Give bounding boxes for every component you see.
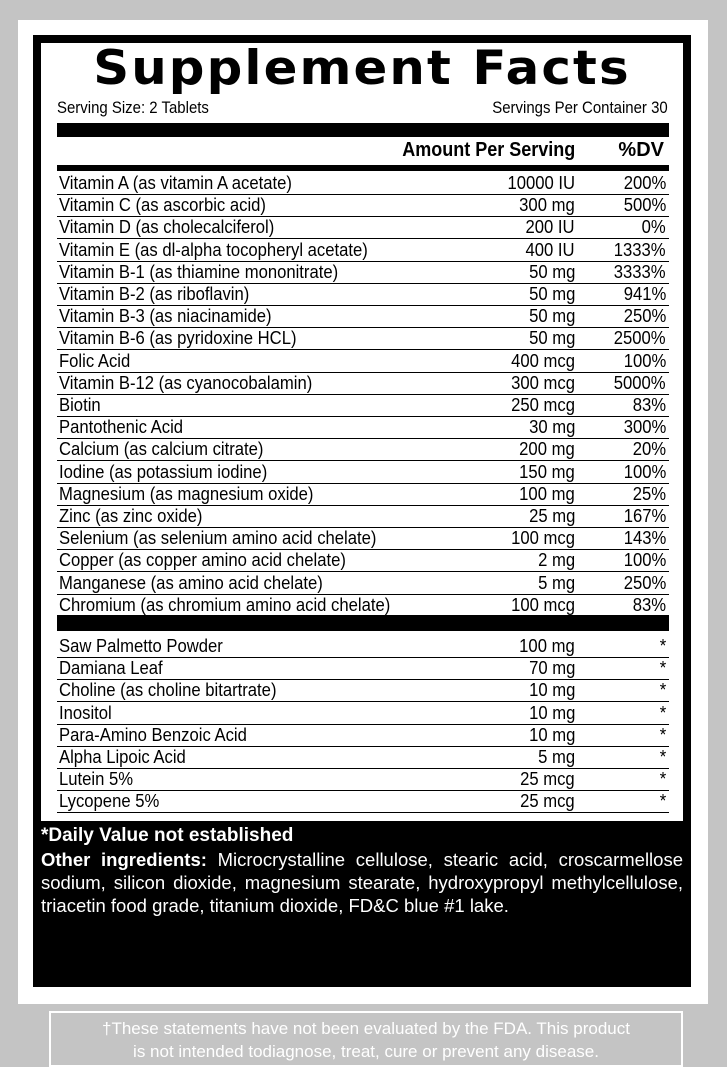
table-row bbox=[57, 703, 669, 725]
table-row bbox=[57, 769, 669, 791]
table-row bbox=[57, 173, 669, 195]
nutrient-name: Chromium (as chromium amino acid chelate) bbox=[59, 593, 391, 615]
nutrient-dv: * bbox=[659, 657, 666, 679]
table-row bbox=[57, 725, 669, 747]
nutrient-name: Para-Amino Benzoic Acid bbox=[59, 723, 247, 745]
table-row bbox=[57, 262, 669, 284]
nutrient-amount: 300 mcg bbox=[511, 371, 575, 393]
nutrient-amount: 10 mg bbox=[528, 701, 575, 723]
nutrient-name: Zinc (as zinc oxide) bbox=[59, 505, 203, 526]
serving-info bbox=[57, 98, 668, 120]
nutrient-name: Iodine (as potassium iodine) bbox=[59, 460, 268, 482]
nutrient-dv: 500% bbox=[623, 194, 666, 216]
table-row bbox=[57, 573, 669, 595]
nutrient-amount: 250 mcg bbox=[511, 394, 575, 415]
nutrient-amount: 10000 IU bbox=[507, 172, 575, 193]
table-row bbox=[57, 195, 669, 217]
nutrient-dv: 250% bbox=[623, 305, 666, 327]
divider-bar bbox=[57, 123, 669, 137]
nutrient-dv: 0% bbox=[641, 216, 666, 238]
serving-size: Serving Size: 2 Tablets bbox=[57, 98, 209, 117]
nutrient-amount: 300 mg bbox=[519, 194, 575, 216]
table-row bbox=[57, 439, 669, 461]
nutrient-dv: 5000% bbox=[614, 371, 666, 393]
nutrient-dv: 250% bbox=[623, 571, 666, 593]
nutrient-dv: * bbox=[659, 679, 666, 701]
table-row bbox=[57, 462, 669, 484]
nutrient-name: Saw Palmetto Powder bbox=[59, 635, 223, 656]
nutrient-amount: 5 mg bbox=[537, 746, 575, 767]
other-ingredients bbox=[41, 848, 683, 917]
page-title: Supplement Facts bbox=[93, 41, 631, 96]
daily-value-note: *Daily Value not established bbox=[41, 825, 294, 846]
nutrient-dv: 100% bbox=[623, 349, 666, 371]
table-row bbox=[57, 658, 669, 680]
nutrient-dv: * bbox=[659, 723, 666, 745]
nutrient-amount: 25 mcg bbox=[520, 790, 575, 812]
nutrient-amount: 10 mg bbox=[528, 679, 575, 701]
nutrient-name: Lycopene 5% bbox=[59, 790, 160, 812]
nutrient-amount: 10 mg bbox=[528, 723, 575, 745]
table-row bbox=[57, 351, 669, 373]
other-ingredients-text: Microcrystalline cellulose, stearic acid, croscarmellose sodium, silicon dioxide, magnesium stearate, hydroxypropyl methylcellulose, triacetin food grade, titanium dioxide, FD&C blue #1 lake. bbox=[41, 849, 683, 916]
nutrient-amount: 70 mg bbox=[528, 657, 575, 679]
nutrient-name: Copper (as copper amino acid chelate) bbox=[59, 549, 346, 571]
nutrient-dv: * bbox=[659, 635, 666, 656]
nutrient-name: Vitamin B-2 (as riboflavin) bbox=[59, 283, 250, 304]
nutrient-amount: 2 mg bbox=[537, 549, 575, 571]
dv-header: %DV bbox=[618, 139, 664, 161]
table-row bbox=[57, 417, 669, 439]
nutrient-dv: * bbox=[659, 746, 666, 767]
column-header bbox=[57, 139, 669, 165]
nutrient-name: Vitamin B-3 (as niacinamide) bbox=[59, 305, 272, 327]
nutrient-dv: 941% bbox=[623, 283, 666, 304]
table-row bbox=[57, 373, 669, 395]
table-row bbox=[57, 636, 669, 658]
nutrient-dv: 200% bbox=[623, 172, 666, 193]
nutrient-dv: 83% bbox=[632, 394, 666, 415]
nutrient-amount: 30 mg bbox=[528, 416, 575, 438]
nutrient-dv: * bbox=[659, 790, 666, 812]
table-row bbox=[57, 550, 669, 572]
nutrient-amount: 50 mg bbox=[528, 283, 575, 304]
nutrient-dv: * bbox=[659, 768, 666, 790]
table-row bbox=[57, 680, 669, 702]
nutrient-amount: 5 mg bbox=[537, 571, 575, 593]
fda-disclaimer bbox=[49, 1011, 683, 1067]
servings-per-container: Servings Per Container 30 bbox=[492, 98, 668, 117]
fda-line-2: is not intended todiagnose, treat, cure or prevent any disease. bbox=[133, 1042, 599, 1061]
nutrient-amount: 50 mg bbox=[528, 305, 575, 327]
nutrient-amount: 50 mg bbox=[528, 327, 575, 349]
table-row bbox=[57, 240, 669, 262]
nutrient-dv: 2500% bbox=[614, 327, 666, 349]
nutrient-name: Vitamin A (as vitamin A acetate) bbox=[59, 172, 292, 193]
nutrient-dv: 100% bbox=[623, 549, 666, 571]
nutrient-amount: 100 mg bbox=[519, 482, 575, 504]
nutrient-dv: 1333% bbox=[614, 238, 666, 260]
supplement-facts-label bbox=[33, 35, 691, 1061]
facts-table-area bbox=[41, 43, 683, 821]
nutrient-dv: 300% bbox=[623, 416, 666, 438]
nutrient-amount: 25 mcg bbox=[520, 768, 575, 790]
nutrient-name: Folic Acid bbox=[59, 349, 131, 371]
nutrient-amount: 150 mg bbox=[519, 460, 575, 482]
nutrient-dv: 3333% bbox=[614, 260, 666, 282]
nutrient-name: Alpha Lipoic Acid bbox=[59, 746, 186, 767]
nutrient-name: Vitamin B-6 (as pyridoxine HCL) bbox=[59, 327, 297, 349]
nutrient-name: Selenium (as selenium amino acid chelate) bbox=[59, 527, 377, 549]
table-row bbox=[57, 528, 669, 550]
amount-header: Amount Per Serving bbox=[401, 139, 575, 161]
nutrient-dv: 83% bbox=[632, 593, 666, 615]
nutrient-name: Magnesium (as magnesium oxide) bbox=[59, 482, 314, 504]
nutrient-dv: 25% bbox=[632, 482, 666, 504]
table-row bbox=[57, 395, 669, 417]
nutrient-name: Inositol bbox=[59, 701, 112, 723]
nutrient-name: Manganese (as amino acid chelate) bbox=[59, 571, 323, 593]
nutrient-amount: 25 mg bbox=[528, 505, 575, 526]
nutrient-name: Vitamin B-1 (as thiamine mononitrate) bbox=[59, 260, 339, 282]
nutrient-amount: 100 mg bbox=[519, 635, 575, 656]
divider-bar bbox=[57, 615, 669, 631]
nutrient-dv: 100% bbox=[623, 460, 666, 482]
nutrient-name: Biotin bbox=[59, 394, 101, 415]
nutrient-amount: 400 IU bbox=[525, 238, 575, 260]
nutrient-name: Pantothenic Acid bbox=[59, 416, 184, 438]
divider-bar bbox=[57, 165, 669, 171]
nutrient-name: Vitamin C (as ascorbic acid) bbox=[59, 194, 266, 216]
other-ingredients-label: Other ingredients: bbox=[41, 849, 207, 870]
table-row bbox=[57, 328, 669, 350]
nutrient-name: Vitamin D (as cholecalciferol) bbox=[59, 216, 275, 238]
nutrient-name: Vitamin B-12 (as cyanocobalamin) bbox=[59, 371, 313, 393]
nutrient-amount: 50 mg bbox=[528, 260, 575, 282]
fda-line-1: †These statements have not been evaluated by the FDA. This product bbox=[102, 1019, 630, 1038]
nutrient-dv: 143% bbox=[623, 527, 666, 549]
nutrient-amount: 100 mcg bbox=[511, 527, 575, 549]
table-row bbox=[57, 284, 669, 306]
table-row bbox=[57, 791, 669, 813]
nutrient-amount: 200 mg bbox=[519, 438, 575, 460]
nutrient-amount: 400 mcg bbox=[511, 349, 575, 371]
nutrient-name: Choline (as choline bitartrate) bbox=[59, 679, 277, 701]
table-row bbox=[57, 747, 669, 769]
nutrient-amount: 100 mcg bbox=[511, 593, 575, 615]
nutrient-name: Damiana Leaf bbox=[59, 657, 163, 679]
nutrient-name: Vitamin E (as dl-alpha tocopheryl acetate) bbox=[59, 238, 368, 260]
table-row bbox=[57, 306, 669, 328]
nutrient-dv: 167% bbox=[623, 505, 666, 526]
table-row bbox=[57, 595, 669, 616]
nutrient-amount: 200 IU bbox=[525, 216, 575, 238]
nutrient-dv: 20% bbox=[632, 438, 666, 460]
table-row bbox=[57, 217, 669, 239]
table-row bbox=[57, 484, 669, 506]
nutrient-dv: * bbox=[659, 701, 666, 723]
nutrient-name: Lutein 5% bbox=[59, 768, 134, 790]
table-row bbox=[57, 506, 669, 528]
nutrient-name: Calcium (as calcium citrate) bbox=[59, 438, 264, 460]
